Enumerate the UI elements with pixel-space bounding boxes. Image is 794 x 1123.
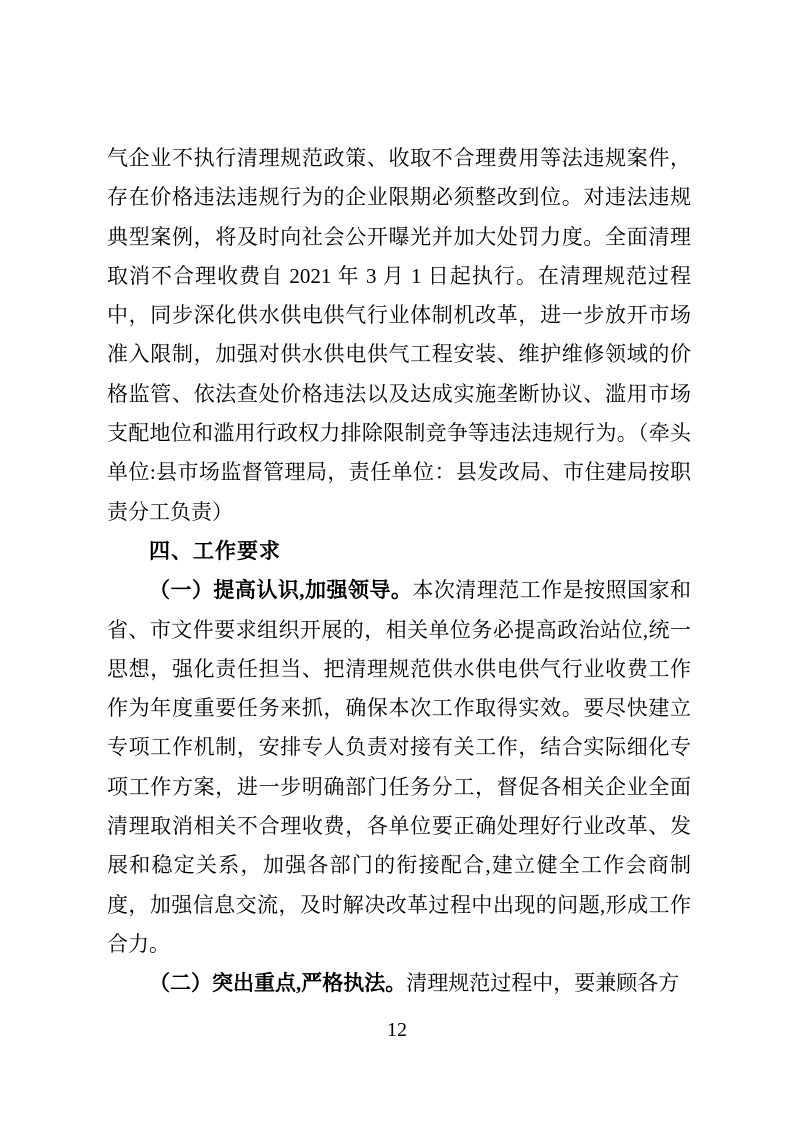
item-2-body: 清理规范过程中，要兼顾各方 [406, 971, 680, 996]
paragraph-item-2 [107, 964, 691, 1003]
section-heading [107, 532, 691, 571]
item-1-lead: （一）提高认识,加强领导。 [149, 578, 413, 603]
paragraph-continuation-text: 气企业不执行清理规范政策、收取不合理费用等法违规案件，存在价格违法违规行为的企业限期必须整改到位。对违法违规典型案例，将及时向社会公开曝光并加大处罚力度。全面清理取消不合理收费自 2021 年 3 月 1 日起执行。在清理规范过程中，同步深化供水供电供气行业体制机改革，进一步放开市场准入限制，加强对供水供电供气工程安装、维护维修领域的价格监管、依法查处价格违法以及达成实施垄断协议、滥用市场支配地位和滥用行政权力排除限制竞争等违法违规行为。（牵头单位:县市场监督管理局，责任单位：县发改局、市住建局按职责分工负责） [107, 146, 691, 524]
section-heading-text: 四、工作要求 [149, 539, 281, 563]
paragraph-continuation [107, 139, 691, 532]
paragraph-item-1 [107, 571, 691, 964]
item-1-body: 本次清理范工作是按照国家和省、市文件要求组织开展的，相关单位务必提高政治站位,统一思想，强化责任担当、把清理规范供水供电供气行业收费工作作为年度重要任务来抓，确保本次工作取得实效。要尽快建立专项工作机制，安排专人负责对接有关工作，结合实际细化专项工作方案，进一步明确部门任务分工，督促各相关企业全面清理取消相关不合理收费，各单位要正确处理好行业改革、发展和稳定关系，加强各部门的衔接配合,建立健全工作会商制度，加强信息交流，及时解决改革过程中出现的问题,形成工作合力。 [107, 578, 691, 956]
document-body [107, 139, 691, 1004]
page-number: 12 [387, 1019, 407, 1041]
item-2-lead: （二）突出重点,严格执法。 [149, 971, 407, 996]
